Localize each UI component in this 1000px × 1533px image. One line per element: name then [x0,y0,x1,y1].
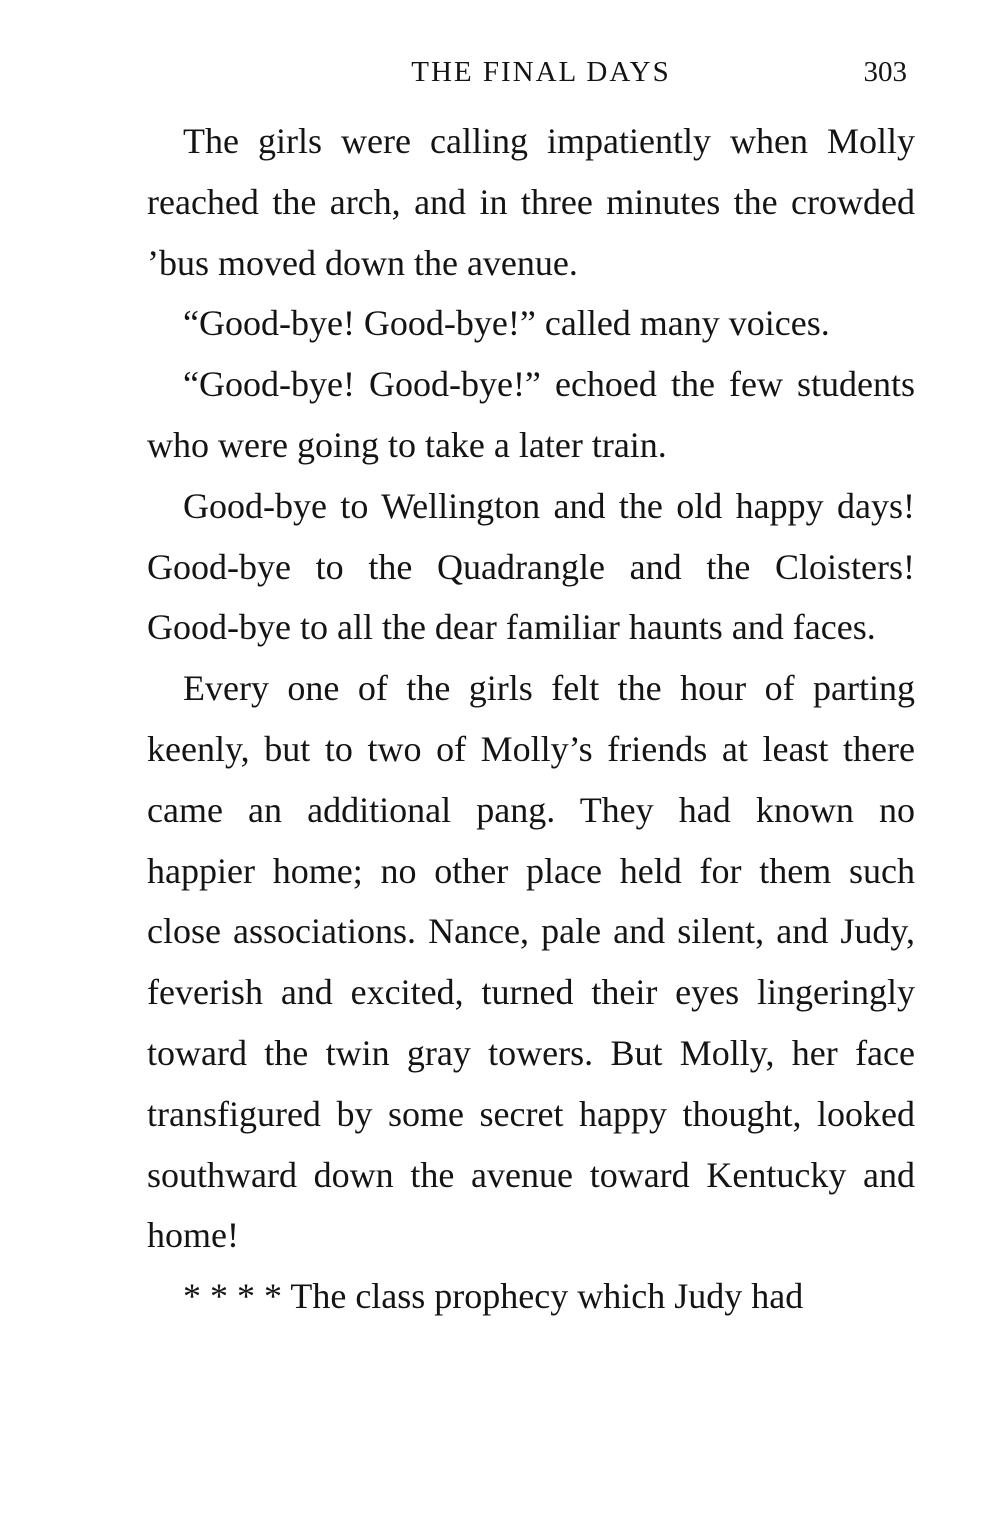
page-number: 303 [863,56,907,88]
page-header [145,50,913,94]
paragraph: Good-bye to Wellington and the old happy days! Good-bye to the Quadrangle and the Cloisters! Good-bye to all the dear familiar haunts and faces. [147,485,915,648]
running-title: THE FINAL DAYS [411,56,671,88]
paragraph: Every one of the girls felt the hour of parting keenly, but to two of Molly’s friends at least there came an additional pang. They had known no happier home; no other place held for them such close associations. Nance, pale and silent, and Judy, feverish and excited, turned their eyes lingeringly toward the twin gray towers. But Molly, her face transfigured by some secret happy thought, looked southward down the avenue toward Kentucky and home! [147,668,915,1256]
paragraph: The girls were calling impatiently when Molly reached the arch, and in three minutes the crowded ’bus moved down the avenue. [147,121,915,283]
paragraph: * * * * The class prophecy which Judy had [183,1276,804,1317]
page-body [147,111,915,1327]
paragraph: “Good-bye! Good-bye!” called many voices. [183,303,830,344]
paragraph: “Good-bye! Good-bye!” echoed the few students who were going to take a later train. [147,364,915,465]
